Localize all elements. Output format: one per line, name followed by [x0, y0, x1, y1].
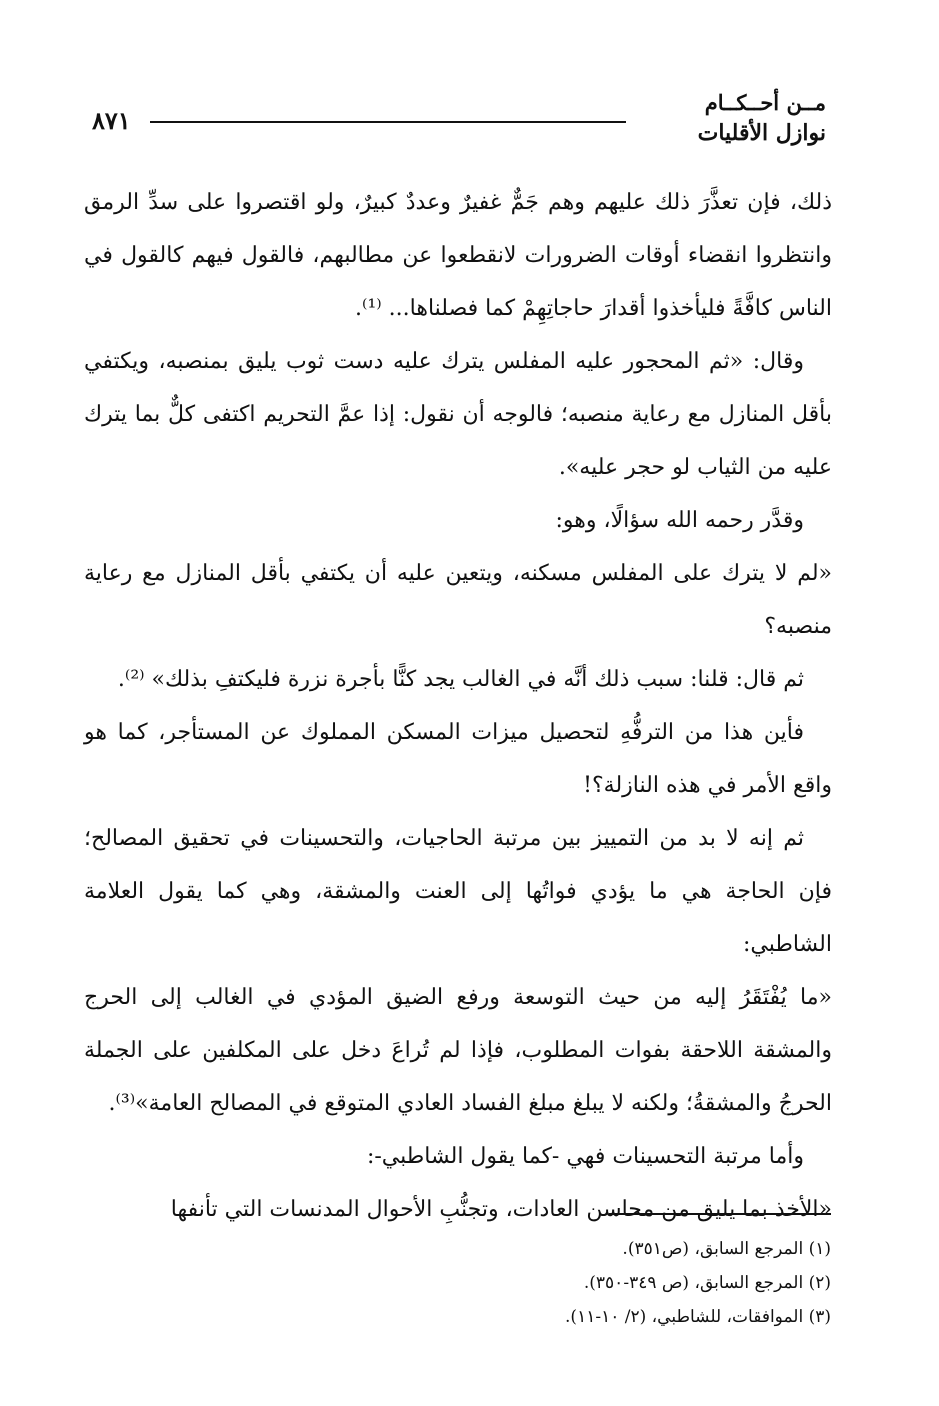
header-rule	[150, 121, 626, 123]
quote-paragraph: «لم لا يترك على المفلس مسكنه، ويتعين عليه أن يكتفي بأقل المنازل مع رعاية منصبه؟	[84, 561, 832, 639]
page-header	[92, 88, 826, 158]
quote-paragraph: «الأخذ بما يليق من محاسن العادات، وتجنُّبِ الأحوال المدنسات التي تأنفها	[170, 1197, 832, 1222]
running-title	[698, 88, 826, 148]
page-number: ٨٧١	[92, 106, 131, 135]
footnote: (١) المرجع السابق، (ص٣٥١).	[622, 1239, 831, 1259]
paragraph: وقدَّر رحمه الله سؤالًا، وهو:	[555, 508, 804, 533]
paragraph: ثم إنه لا بد من التمييز بين مرتبة الحاجيات، والتحسينات في تحقيق المصالح؛ فإن الحاجة هي ما يؤدي فواتُها إلى العنت والمشقة، وهي كما يقول العلامة الشاطبي:	[84, 826, 832, 957]
paragraph: ثم قال: قلنا: سبب ذلك أنَّه في الغالب يجد كنًّا بأجرة نزرة فليكتفِ بذلك» ⁽²⁾.	[117, 667, 804, 692]
quote-paragraph: «ما يُفْتَقَرُ إليه من حيث التوسعة ورفع الضيق المؤدي في الغالب إلى الحرج والمشقة اللاحقة بفوات المطلوب، فإذا لم تُراعَ دخل على المكلفين على الجملة الحرجُ والمشقةُ؛ ولكنه لا يبلغ مبلغ الفساد العادي المتوقع في المصالح العامة»⁽³⁾.	[84, 985, 832, 1116]
running-title-line-2: نوازل الأقليات	[697, 120, 826, 146]
paragraph: وقال: «ثم المحجور عليه المفلس يترك عليه دست ثوب يليق بمنصبه، ويكتفي بأقل المنازل مع رعاية منصبه؛ فالوجه أن نقول: إذا عمَّ التحريم اكتفى كلٌّ بما يترك عليه من الثياب لو حجر عليه».	[84, 349, 832, 480]
footnote: (٢) المرجع السابق، (ص ٣٤٩-٣٥٠).	[583, 1273, 831, 1293]
paragraph: ذلك، فإن تعذَّرَ ذلك عليهم وهم جَمٌّ غفيرٌ وعددٌ كبيرٌ، ولو اقتصروا على سدِّ الرمق وانتظروا انقضاء أوقات الضرورات لانقطعوا عن مطالبهم، فالقول فيهم كالقول في الناس كافَّةً فليأخذوا أقدارَ حاجاتِهِمْ كما فصلناها... ⁽¹⁾.	[84, 190, 832, 321]
paragraph: فأين هذا من الترفُّهِ لتحصيل ميزات المسكن المملوك عن المستأجر، كما هو واقع الأمر في هذه النازلة؟!	[84, 720, 832, 798]
footnote: (٣) الموافقات، للشاطبي، (٢/ ١٠-١١).	[565, 1307, 831, 1327]
footnote-separator	[609, 1213, 831, 1215]
body-text	[84, 176, 832, 1236]
paragraph: وأما مرتبة التحسينات فهي -كما يقول الشاطبي-:	[366, 1144, 804, 1169]
footnotes	[231, 1232, 831, 1334]
running-title-line-1: مــن أحــكــام	[704, 90, 826, 115]
